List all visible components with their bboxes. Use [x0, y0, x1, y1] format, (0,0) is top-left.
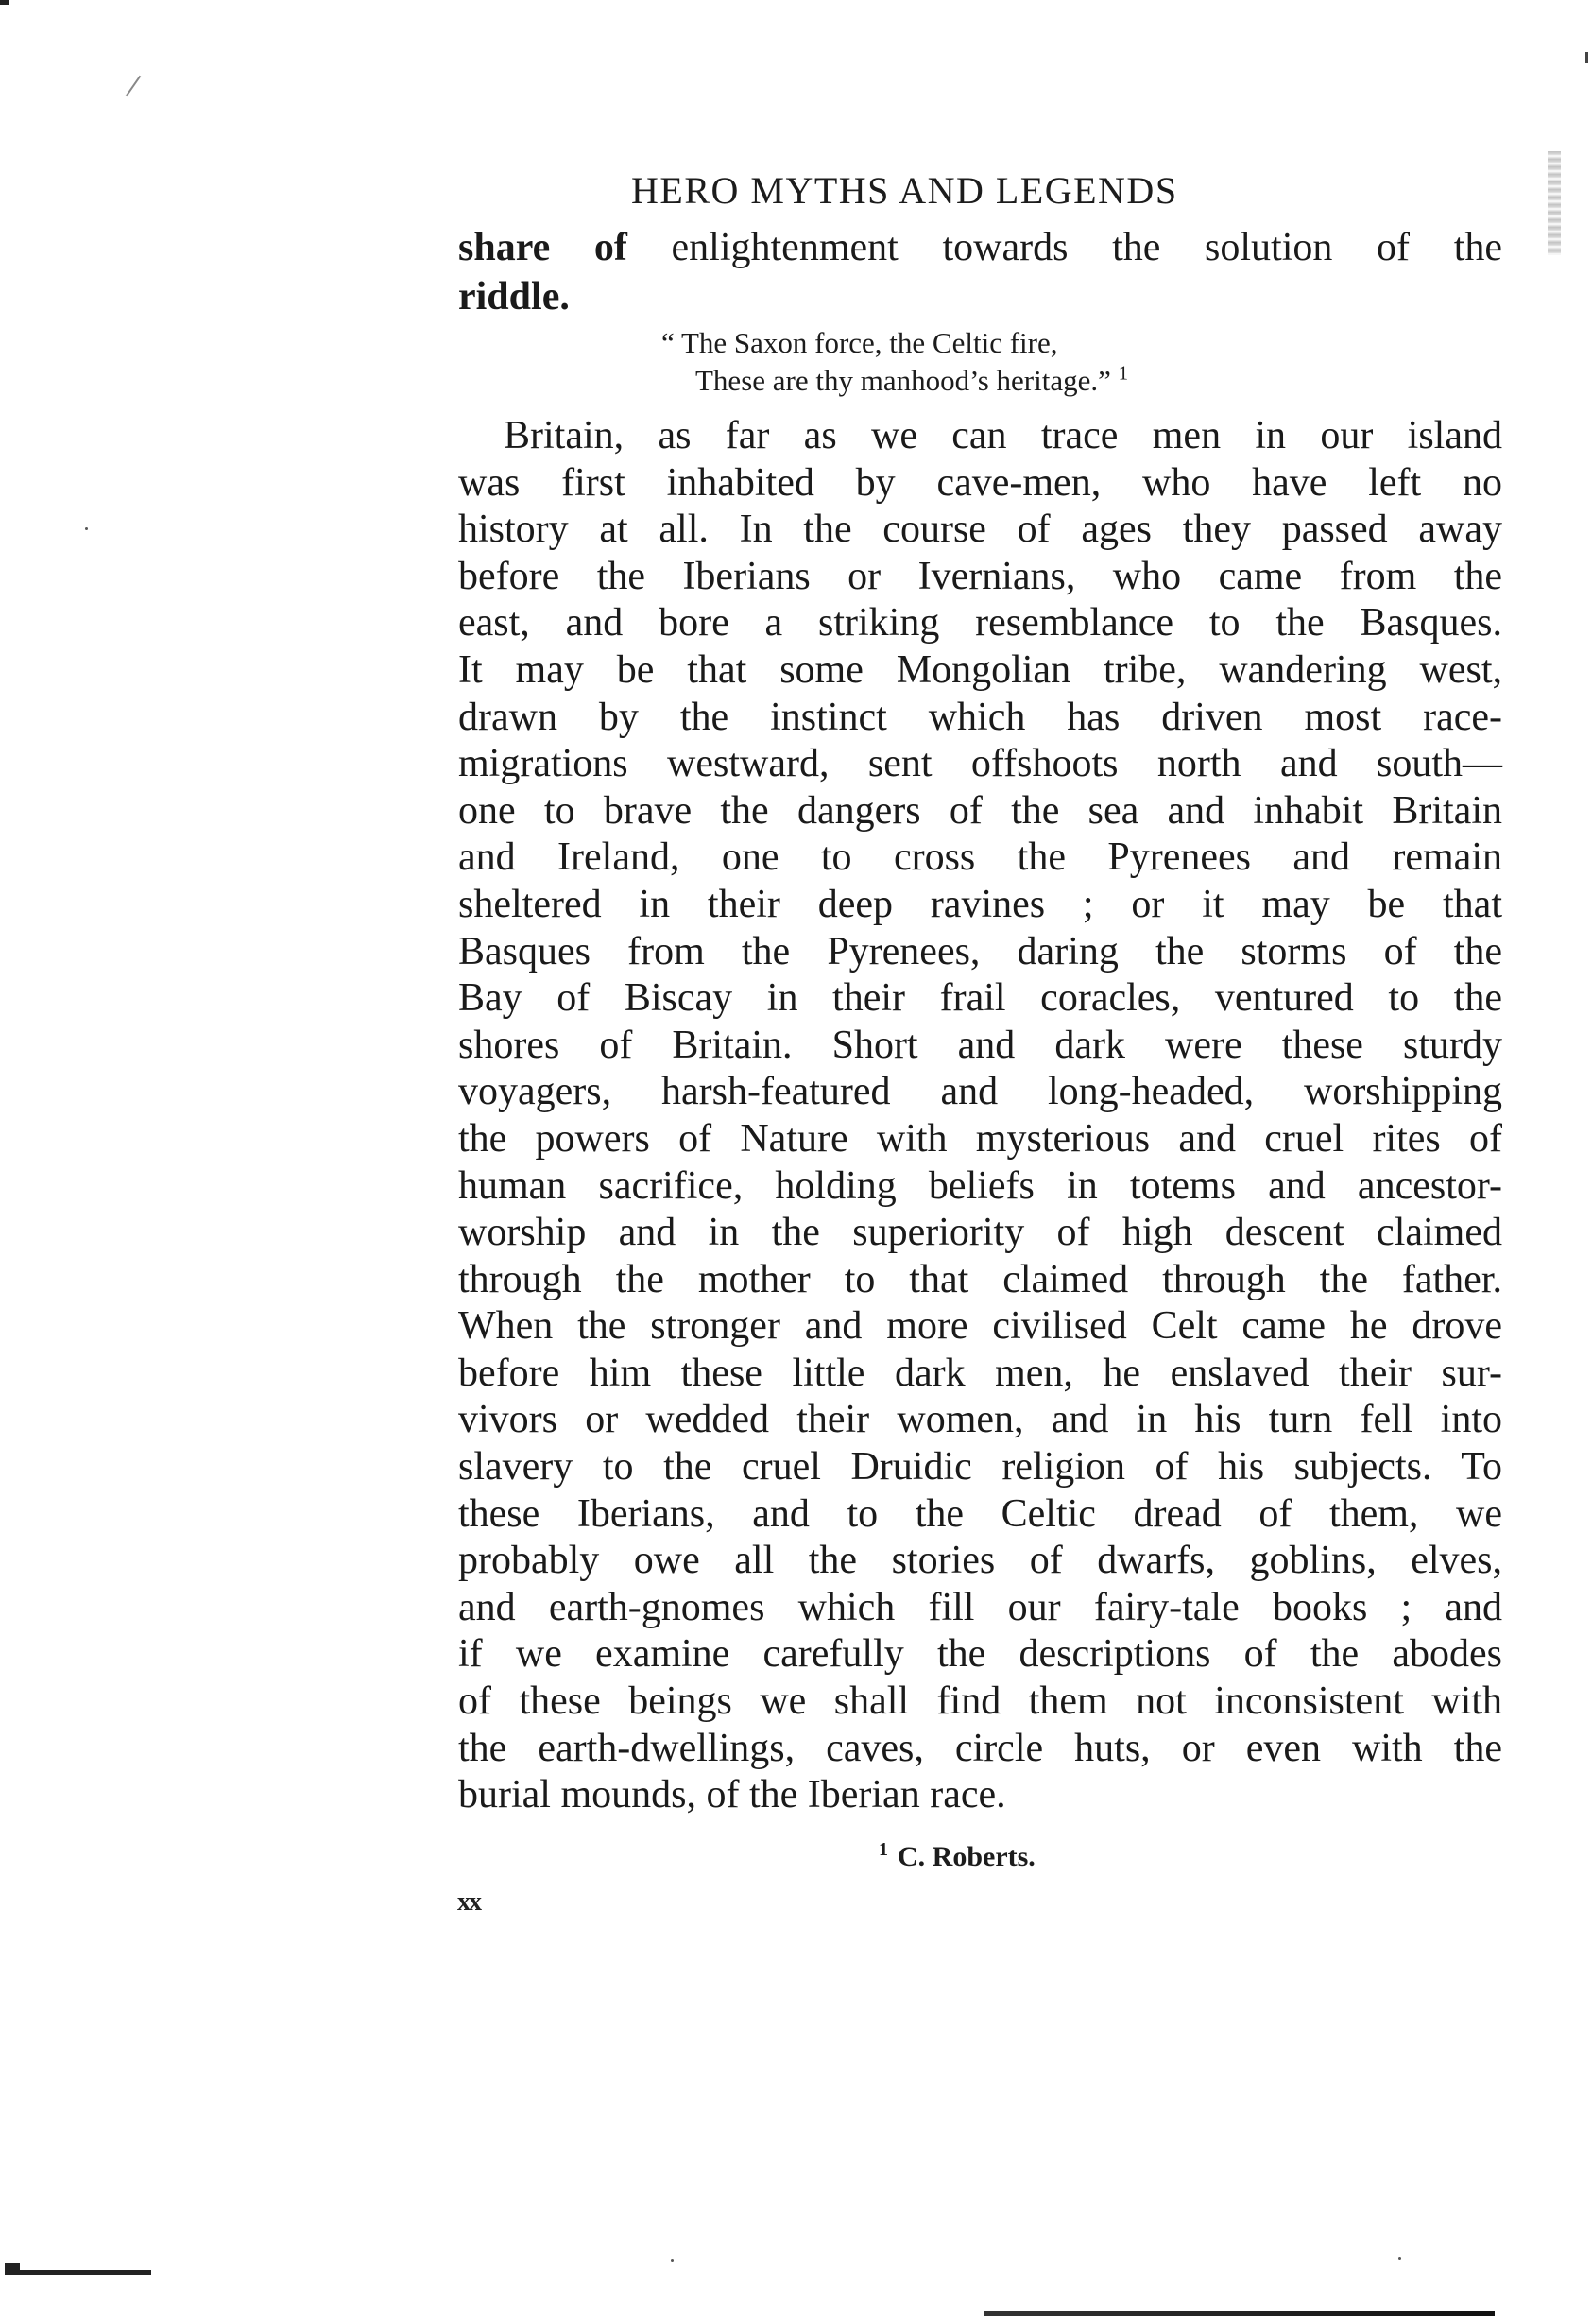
- body-line: migrations westward, sent offshoots north and south—: [458, 742, 1502, 786]
- verse-line-2-text: These are thy manhood’s heritage.”: [695, 364, 1111, 397]
- body-line: When the stronger and more civilised Celt came he drove: [458, 1304, 1502, 1349]
- scan-artifact-dot: [671, 2259, 674, 2262]
- body-line: the earth-dwellings, caves, circle huts, or even with the: [458, 1726, 1502, 1770]
- body-line: history at all. In the course of ages they passed away: [458, 508, 1502, 552]
- verse-line-1: “ The Saxon force, the Celtic fire,: [661, 326, 1058, 359]
- body-line: Basques from the Pyrenees, daring the storms of the: [458, 929, 1502, 973]
- opening-line-1: [458, 223, 1502, 272]
- verse-line-2: [661, 362, 1128, 400]
- body-line: before the Iberians or Ivernians, who came from the: [458, 554, 1502, 598]
- scan-artifact-bottom-right-rule: [984, 2311, 1495, 2316]
- body-line: if we examine carefully the descriptions of the abodes: [458, 1632, 1502, 1677]
- scan-artifact-right-edge: [1585, 52, 1588, 63]
- footnote-text: C. Roberts.: [898, 1841, 1036, 1872]
- body-line: shores of Britain. Short and dark were these sturdy: [458, 1023, 1502, 1067]
- body-line: Britain, as far as we can trace men in our island: [504, 414, 1502, 457]
- opening-rest-1: enlightenment towards the solution of the: [626, 226, 1503, 269]
- opening-bold-1: share of: [458, 226, 627, 269]
- scan-artifact-dot: [85, 527, 88, 530]
- body-line: drawn by the instinct which has driven most race-: [458, 695, 1502, 739]
- opening-lines: [458, 223, 1502, 321]
- body-line: and earth-gnomes which fill our fairy-tale books ; and: [458, 1585, 1502, 1629]
- body-line: one to brave the dangers of the sea and inhabit Britain: [458, 788, 1502, 833]
- body-line: sheltered in their deep ravines ; or it may be that: [458, 882, 1502, 926]
- verse-footnote-ref: 1: [1118, 361, 1129, 385]
- body-line: vivors or wedded their women, and in his turn fell into: [458, 1398, 1502, 1442]
- body-line: slavery to the cruel Druidic religion of his subjects. To: [458, 1445, 1502, 1489]
- scan-artifact-slash: [126, 76, 142, 96]
- body-line: east, and bore a striking resemblance to the Basques.: [458, 601, 1502, 646]
- body-line: human sacrifice, holding beliefs in totems and ancestor-: [458, 1163, 1502, 1208]
- body-line: worship and in the superiority of high descent claimed: [458, 1211, 1502, 1255]
- body-line: through the mother to that claimed through the father.: [458, 1257, 1502, 1301]
- opening-bold-2: riddle.: [458, 275, 570, 318]
- footnote: [879, 1841, 1036, 1873]
- body-line: probably owe all the stories of dwarfs, goblins, elves,: [458, 1539, 1502, 1583]
- body-line: was first inhabited by cave-men, who have left no: [458, 460, 1502, 505]
- scan-artifact-top-left: [0, 0, 9, 5]
- body-line: and Ireland, one to cross the Pyrenees and remain: [458, 835, 1502, 880]
- body-line: the powers of Nature with mysterious and cruel rites of: [458, 1116, 1502, 1161]
- body-line: voyagers, harsh-featured and long-headed, worshipping: [458, 1070, 1502, 1114]
- footnote-mark: 1: [879, 1839, 888, 1860]
- body-paragraph: [458, 413, 1502, 1819]
- body-line: Bay of Biscay in their frail coracles, ventured to the: [458, 976, 1502, 1021]
- opening-line-2: [458, 272, 1502, 321]
- running-head: HERO MYTHS AND LEGENDS: [631, 169, 1178, 212]
- body-line: these Iberians, and to the Celtic dread of them, we: [458, 1491, 1502, 1536]
- body-line: burial mounds, of the Iberian race.: [458, 1773, 1006, 1817]
- body-line: before him these little dark men, he enslaved their sur-: [458, 1351, 1502, 1395]
- scan-artifact-edge-noise: [1548, 151, 1561, 255]
- scan-artifact-bottom-left-rule: [5, 2270, 151, 2275]
- signature-mark: xx: [457, 1887, 480, 1917]
- scan-artifact-dot: [1398, 2257, 1401, 2260]
- verse-quotation: [661, 324, 1128, 400]
- body-line: It may be that some Mongolian tribe, wandering west,: [458, 647, 1502, 692]
- body-line: of these beings we shall find them not inconsistent with: [458, 1679, 1502, 1724]
